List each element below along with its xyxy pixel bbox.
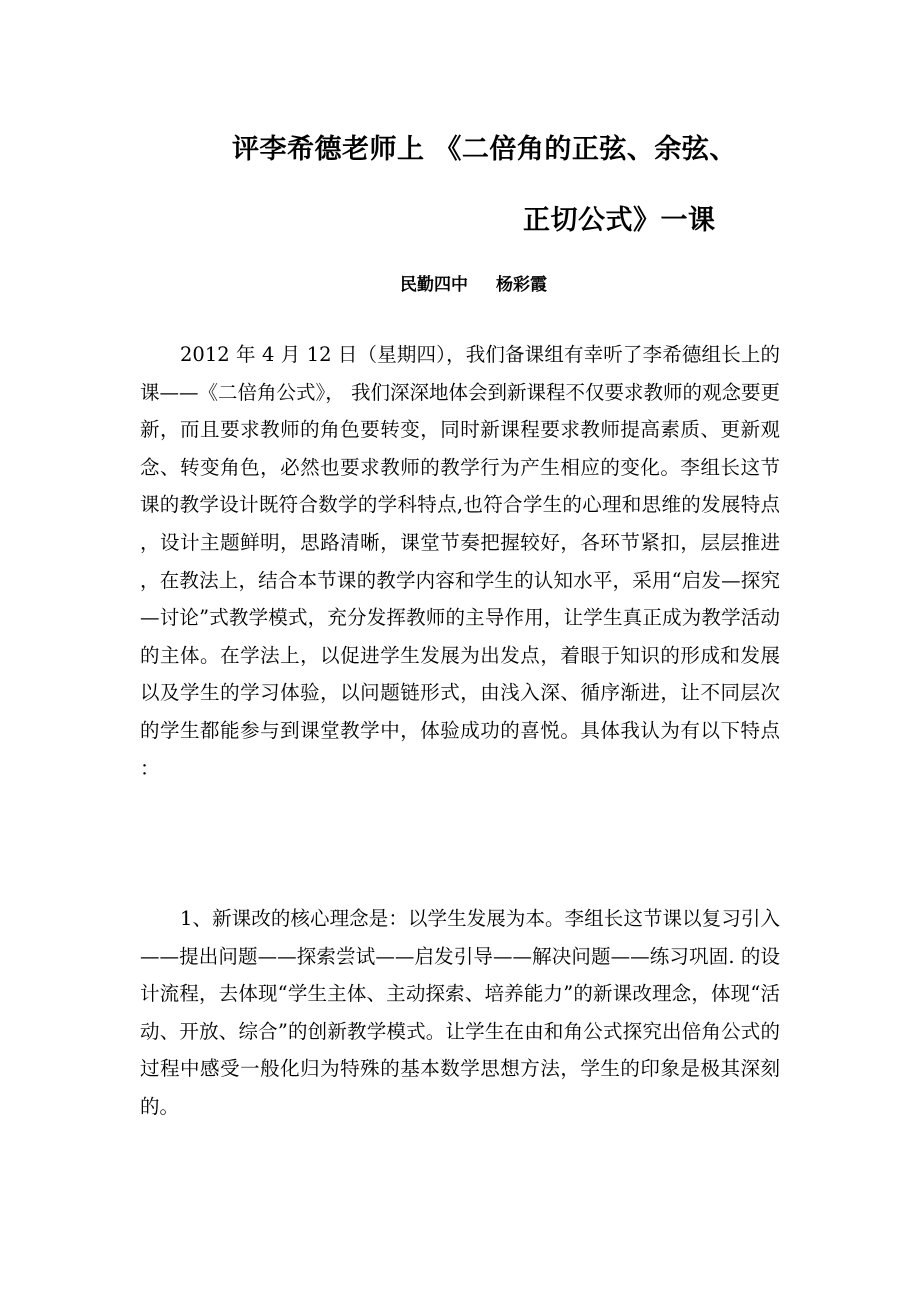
byline-author: 杨彩霞 [496, 275, 547, 295]
byline [400, 274, 547, 296]
document-title-line-1: 评李希德老师上 《二倍角的正弦、余弦、 [232, 134, 737, 165]
body-paragraph-1: 2012 年 4 月 12 日（星期四），我们备课组有幸听了李希德组长上的课——《二倍角公式》， 我们深深地体会到新课程不仅要求教师的观念要更新，而且要求教师的角色要转变，同时新课程要求教师提高素质、更新观念、转变角色，必然也要求教师的教学行为产生相应的变化。李组长这节课的教学设计既符合数学的学科特点,也符合学生的心理和思维的发展特点，设计主题鲜明，思路清晰，课堂节奏把握较好，各环节紧扣，层层推进，在教法上，结合本节课的教学内容和学生的认知水平，采用“启发—探究—讨论”式教学模式，充分发挥教师的主导作用，让学生真正成为教学活动的主体。在学法上，以促进学生发展为出发点，着眼于知识的形成和发展以及学生的学习体验，以问题链形式，由浅入深、循序渐进，让不同层次的学生都能参与到课堂教学中，体验成功的喜悦。具体我认为有以下特点： [140, 343, 780, 780]
body-paragraph-2: 1、新课改的核心理念是：以学生发展为本。李组长这节课以复习引入——提出问题——探索尝试——启发引导——解决问题——练习巩固. 的设计流程，去体现“学生主体、主动探索、培养能力”的新课改理念，体现“活动、开放、综合”的创新教学模式。让学生在由和角公式探究出倍角公式的过程中感受一般化归为特殊的基本数学思想方法，学生的印象是极其深刻的。 [140, 907, 780, 1118]
byline-school: 民勤四中 [400, 275, 468, 295]
document-title-line-2: 正切公式》一课 [523, 205, 716, 236]
